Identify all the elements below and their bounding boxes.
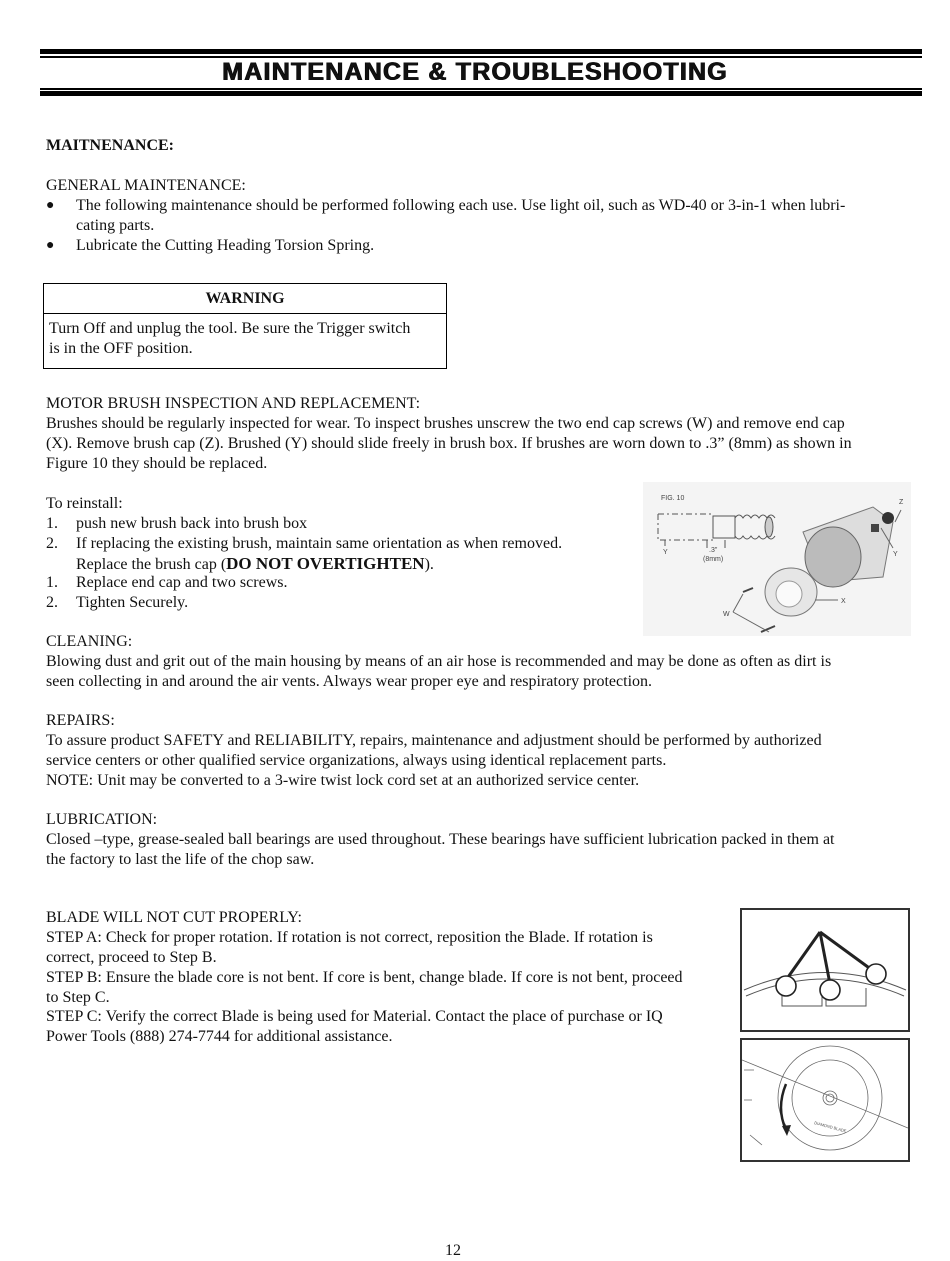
warning-text: Turn Off and unplug the tool. Be sure the Trigger switch [49, 320, 411, 337]
header-rule-bottom-thick [40, 91, 922, 96]
paragraph-line: the factory to last the life of the chop saw. [46, 851, 315, 868]
blade-heading: BLADE WILL NOT CUT PROPERLY: [46, 909, 302, 926]
warning-text: is in the OFF position. [49, 340, 193, 357]
paragraph-line: Blowing dust and grit out of the main housing by means of an air hose is recommended and may be done as often as dirt is [46, 653, 832, 670]
bullet-text: Lubricate the Cutting Heading Torsion Spring. [76, 237, 375, 254]
bullet-icon: ● [46, 238, 55, 253]
paragraph-line: service centers or other qualified service organizations, always using identical replacement parts. [46, 752, 667, 769]
part-label-x: X [841, 598, 846, 605]
step-text-bold: DO NOT OVERTIGHTEN [226, 554, 425, 573]
part-label-z: Z [899, 499, 904, 506]
paragraph-line: Brushes should be regularly inspected for wear. To inspect brushes unscrew the two end cap screws (W) and remove end cap [46, 415, 845, 432]
bullet-text: cating parts. [76, 217, 155, 234]
general-maintenance-heading: GENERAL MAINTENANCE: [46, 177, 246, 194]
paragraph-line: Figure 10 they should be replaced. [46, 455, 268, 472]
maintenance-heading: MAITNENANCE: [46, 137, 174, 154]
step-number: 1. [46, 574, 58, 591]
paragraph-line: correct, proceed to Step B. [46, 949, 217, 966]
warning-box [43, 283, 447, 369]
reinstall-heading: To reinstall: [46, 495, 123, 512]
paragraph-line: to Step C. [46, 989, 110, 1006]
repairs-heading: REPAIRS: [46, 712, 115, 729]
dimension-mm-label: (8mm) [703, 556, 724, 563]
header-rule-top-thick [40, 49, 922, 54]
step-number: 2. [46, 594, 58, 611]
paragraph-line: To assure product SAFETY and RELIABILITY, repairs, maintenance and adjustment should be performed by authorized [46, 732, 822, 749]
step-text-post: ). [424, 556, 434, 573]
figure-label: FIG. 10 [661, 495, 685, 502]
paragraph-line: Closed –type, grease-sealed ball bearings are used throughout. These bearings have sufficient lubrication packed in them at [46, 831, 835, 848]
step-text [76, 554, 434, 574]
blade-label: DIAMOND BLADE [813, 1120, 848, 1134]
paragraph-line: Power Tools (888) 274-7744 for additional assistance. [46, 1028, 393, 1045]
part-label-y: Y [663, 549, 668, 556]
motor-housing-illustration [733, 507, 901, 632]
rotation-arrow-icon [781, 1084, 786, 1130]
paragraph-line: NOTE: Unit may be converted to a 3-wire twist lock cord set at an authorized service center. [46, 772, 640, 789]
step-text: If replacing the existing brush, maintain same orientation as when removed. [76, 535, 563, 552]
lubrication-heading: LUBRICATION: [46, 811, 158, 828]
step-text: push new brush back into brush box [76, 515, 308, 532]
blade-rotation-figure [740, 1038, 910, 1162]
part-label-y: Y [893, 551, 898, 558]
cleaning-heading: CLEANING: [46, 633, 133, 650]
step-text: Replace end cap and two screws. [76, 574, 288, 591]
step-text: Tighten Securely. [76, 594, 189, 611]
step-number: 2. [46, 535, 58, 552]
page-title: MAINTENANCE & TROUBLESHOOTING [222, 58, 728, 86]
dimension-label: .3" [709, 547, 718, 554]
paragraph-line: (X). Remove brush cap (Z). Brushed (Y) should slide freely in brush box. If brushes are worn down to .3” (8mm) as shown in [46, 435, 852, 452]
bullet-icon: ● [46, 198, 55, 213]
paragraph-line: seen collecting in and around the air vents. Always wear proper eye and respiratory protection. [46, 673, 653, 690]
paragraph-line: STEP B: Ensure the blade core is not bent. If core is bent, change blade. If core is not bent, proceed [46, 969, 683, 986]
bullet-text: The following maintenance should be performed following each use. Use light oil, such as WD-40 or 3-in-1 when lubri- [76, 197, 846, 214]
motor-brush-heading: MOTOR BRUSH INSPECTION AND REPLACEMENT: [46, 395, 421, 412]
part-label-w: W [723, 611, 730, 618]
figure-10-motor-brush-diagram [643, 482, 911, 636]
header-rule-bottom-thin [40, 88, 922, 90]
warning-title: WARNING [44, 284, 446, 314]
page-number: 12 [445, 1242, 461, 1259]
blade-crack-inspection-figure [740, 908, 910, 1032]
step-text-pre: Replace the brush cap ( [76, 556, 227, 573]
step-number: 1. [46, 515, 58, 532]
paragraph-line: STEP A: Check for proper rotation. If rotation is not correct, reposition the Blade. If rotation is [46, 929, 653, 946]
paragraph-line: STEP C: Verify the correct Blade is being used for Material. Contact the place of purchase or IQ [46, 1008, 663, 1025]
